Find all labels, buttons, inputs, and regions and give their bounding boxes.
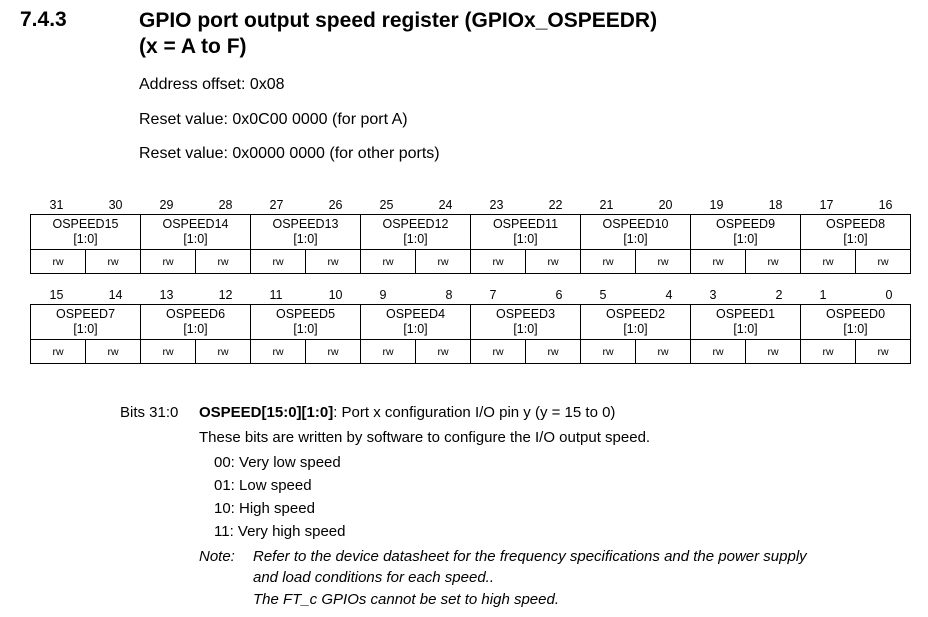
access-cell: rw	[86, 250, 141, 274]
field-range: [1:0]	[623, 232, 648, 246]
field-range: [1:0]	[513, 232, 538, 246]
access-cell: rw	[856, 340, 911, 364]
register-field-ospeed8	[801, 215, 911, 250]
access-cell: rw	[581, 250, 636, 274]
bit-number: 6	[555, 288, 563, 302]
bits-range-label: Bits 31:0	[120, 404, 179, 421]
field-description-name: OSPEED[15:0][1:0]	[199, 404, 334, 421]
access-cell: rw	[471, 250, 526, 274]
bit-number: 11	[269, 288, 283, 302]
register-field-ospeed4	[361, 305, 471, 340]
bit-number: 27	[269, 198, 284, 212]
access-cell: rw	[306, 340, 361, 364]
register-field-ospeed11	[471, 215, 581, 250]
speed-option: 11: Very high speed	[214, 523, 346, 540]
access-cell: rw	[691, 340, 746, 364]
register-field-ospeed14	[141, 215, 251, 250]
field-name: OSPEED14	[162, 217, 229, 231]
bit-number: 28	[218, 198, 233, 212]
access-cell: rw	[251, 340, 306, 364]
access-cell: rw	[361, 250, 416, 274]
field-range: [1:0]	[293, 322, 318, 336]
field-range: [1:0]	[293, 232, 318, 246]
register-field-ospeed3	[471, 305, 581, 340]
bit-number: 14	[108, 288, 123, 302]
speed-option: 01: Low speed	[214, 477, 312, 494]
field-name: OSPEED15	[52, 217, 119, 231]
bit-number: 21	[599, 198, 614, 212]
bit-number: 23	[489, 198, 504, 212]
register-field-ospeed12	[361, 215, 471, 250]
note-line: and load conditions for each speed..	[253, 569, 495, 586]
access-cell: rw	[86, 340, 141, 364]
bit-number: 20	[658, 198, 673, 212]
bit-number: 25	[379, 198, 394, 212]
reset-value-other-ports: Reset value: 0x0000 0000 (for other ports)	[139, 145, 440, 162]
bit-number-row	[31, 286, 911, 305]
access-cell: rw	[746, 250, 801, 274]
speed-option: 00: Very low speed	[214, 454, 341, 471]
access-cell: rw	[581, 340, 636, 364]
access-cell: rw	[636, 250, 691, 274]
register-field-ospeed5	[251, 305, 361, 340]
bit-number: 0	[885, 288, 893, 302]
access-cell: rw	[856, 250, 911, 274]
field-range: [1:0]	[843, 322, 868, 336]
access-cell: rw	[306, 250, 361, 274]
section-title-line2: (x = A to F)	[139, 35, 247, 58]
section-title-line1: GPIO port output speed register (GPIOx_OSPEEDR)	[139, 9, 658, 32]
register-field-ospeed6	[141, 305, 251, 340]
access-row	[31, 340, 911, 364]
register-field-ospeed15	[31, 215, 141, 250]
field-range: [1:0]	[623, 322, 648, 336]
bit-number: 13	[159, 288, 174, 302]
access-cell: rw	[361, 340, 416, 364]
access-cell: rw	[141, 250, 196, 274]
bit-number: 8	[445, 288, 453, 302]
access-cell: rw	[691, 250, 746, 274]
access-cell: rw	[801, 250, 856, 274]
bit-number: 2	[775, 288, 783, 302]
bit-number: 17	[819, 198, 834, 212]
reset-value-port-a: Reset value: 0x0C00 0000 (for port A)	[139, 111, 408, 128]
access-cell: rw	[801, 340, 856, 364]
bit-number: 26	[328, 198, 343, 212]
field-name: OSPEED6	[165, 307, 226, 321]
field-range: [1:0]	[513, 322, 538, 336]
field-name: OSPEED4	[385, 307, 446, 321]
bit-number: 15	[49, 288, 64, 302]
field-range: [1:0]	[73, 232, 98, 246]
access-cell: rw	[636, 340, 691, 364]
field-range: [1:0]	[733, 232, 758, 246]
access-row	[31, 250, 911, 274]
field-row	[31, 305, 911, 340]
access-cell: rw	[196, 340, 251, 364]
bit-number: 4	[665, 288, 673, 302]
bit-number: 10	[328, 288, 343, 302]
access-cell: rw	[526, 250, 581, 274]
bit-number: 5	[599, 288, 607, 302]
note-line: Refer to the device datasheet for the frequency specifications and the power supply	[253, 548, 807, 565]
field-name: OSPEED8	[825, 217, 886, 231]
register-field-ospeed9	[691, 215, 801, 250]
register-field-ospeed0	[801, 305, 911, 340]
field-range: [1:0]	[183, 322, 208, 336]
access-cell: rw	[416, 250, 471, 274]
bit-number: 24	[438, 198, 453, 212]
field-name: OSPEED13	[272, 217, 339, 231]
bit-number: 29	[159, 198, 174, 212]
access-cell: rw	[251, 250, 306, 274]
field-row	[31, 215, 911, 250]
register-field-ospeed10	[581, 215, 691, 250]
field-name: OSPEED2	[605, 307, 666, 321]
register-field-ospeed13	[251, 215, 361, 250]
field-range: [1:0]	[183, 232, 208, 246]
note-label: Note:	[199, 548, 235, 565]
bit-number: 19	[709, 198, 724, 212]
register-field-ospeed1	[691, 305, 801, 340]
field-name: OSPEED7	[55, 307, 116, 321]
field-name: OSPEED12	[382, 217, 449, 231]
access-cell: rw	[526, 340, 581, 364]
register-field-ospeed7	[31, 305, 141, 340]
bit-number: 18	[768, 198, 783, 212]
register-field-ospeed2	[581, 305, 691, 340]
note-line: The FT_c GPIOs cannot be set to high speed.	[253, 591, 559, 608]
address-offset: Address offset: 0x08	[139, 76, 285, 93]
bit-number: 31	[49, 198, 64, 212]
access-cell: rw	[416, 340, 471, 364]
field-range: [1:0]	[843, 232, 868, 246]
bit-number: 3	[709, 288, 717, 302]
bit-number: 12	[218, 288, 233, 302]
access-cell: rw	[31, 250, 86, 274]
field-name: OSPEED1	[715, 307, 776, 321]
section-title	[139, 8, 657, 60]
field-name: OSPEED0	[825, 307, 886, 321]
register-table-lower	[30, 286, 911, 364]
bit-number: 16	[878, 198, 893, 212]
field-name: OSPEED9	[715, 217, 776, 231]
field-range: [1:0]	[73, 322, 98, 336]
field-explanation: These bits are written by software to configure the I/O output speed.	[199, 429, 651, 446]
field-range: [1:0]	[403, 232, 428, 246]
access-cell: rw	[141, 340, 196, 364]
section-number: 7.4.3	[20, 8, 67, 31]
bit-number: 30	[108, 198, 123, 212]
field-name: OSPEED11	[492, 217, 559, 231]
bit-number: 9	[379, 288, 387, 302]
access-cell: rw	[471, 340, 526, 364]
field-range: [1:0]	[403, 322, 428, 336]
field-description-line	[199, 404, 615, 421]
bit-number: 22	[548, 198, 563, 212]
field-description-text: : Port x configuration I/O pin y (y = 15 to 0)	[333, 404, 616, 421]
bit-number: 1	[819, 288, 827, 302]
field-name: OSPEED3	[495, 307, 556, 321]
field-name: OSPEED5	[275, 307, 336, 321]
field-range: [1:0]	[733, 322, 758, 336]
access-cell: rw	[746, 340, 801, 364]
access-cell: rw	[196, 250, 251, 274]
access-cell: rw	[31, 340, 86, 364]
bit-number: 7	[489, 288, 497, 302]
bit-number-row	[31, 196, 911, 215]
speed-option: 10: High speed	[214, 500, 315, 517]
register-table-upper	[30, 196, 911, 274]
field-name: OSPEED10	[602, 217, 669, 231]
